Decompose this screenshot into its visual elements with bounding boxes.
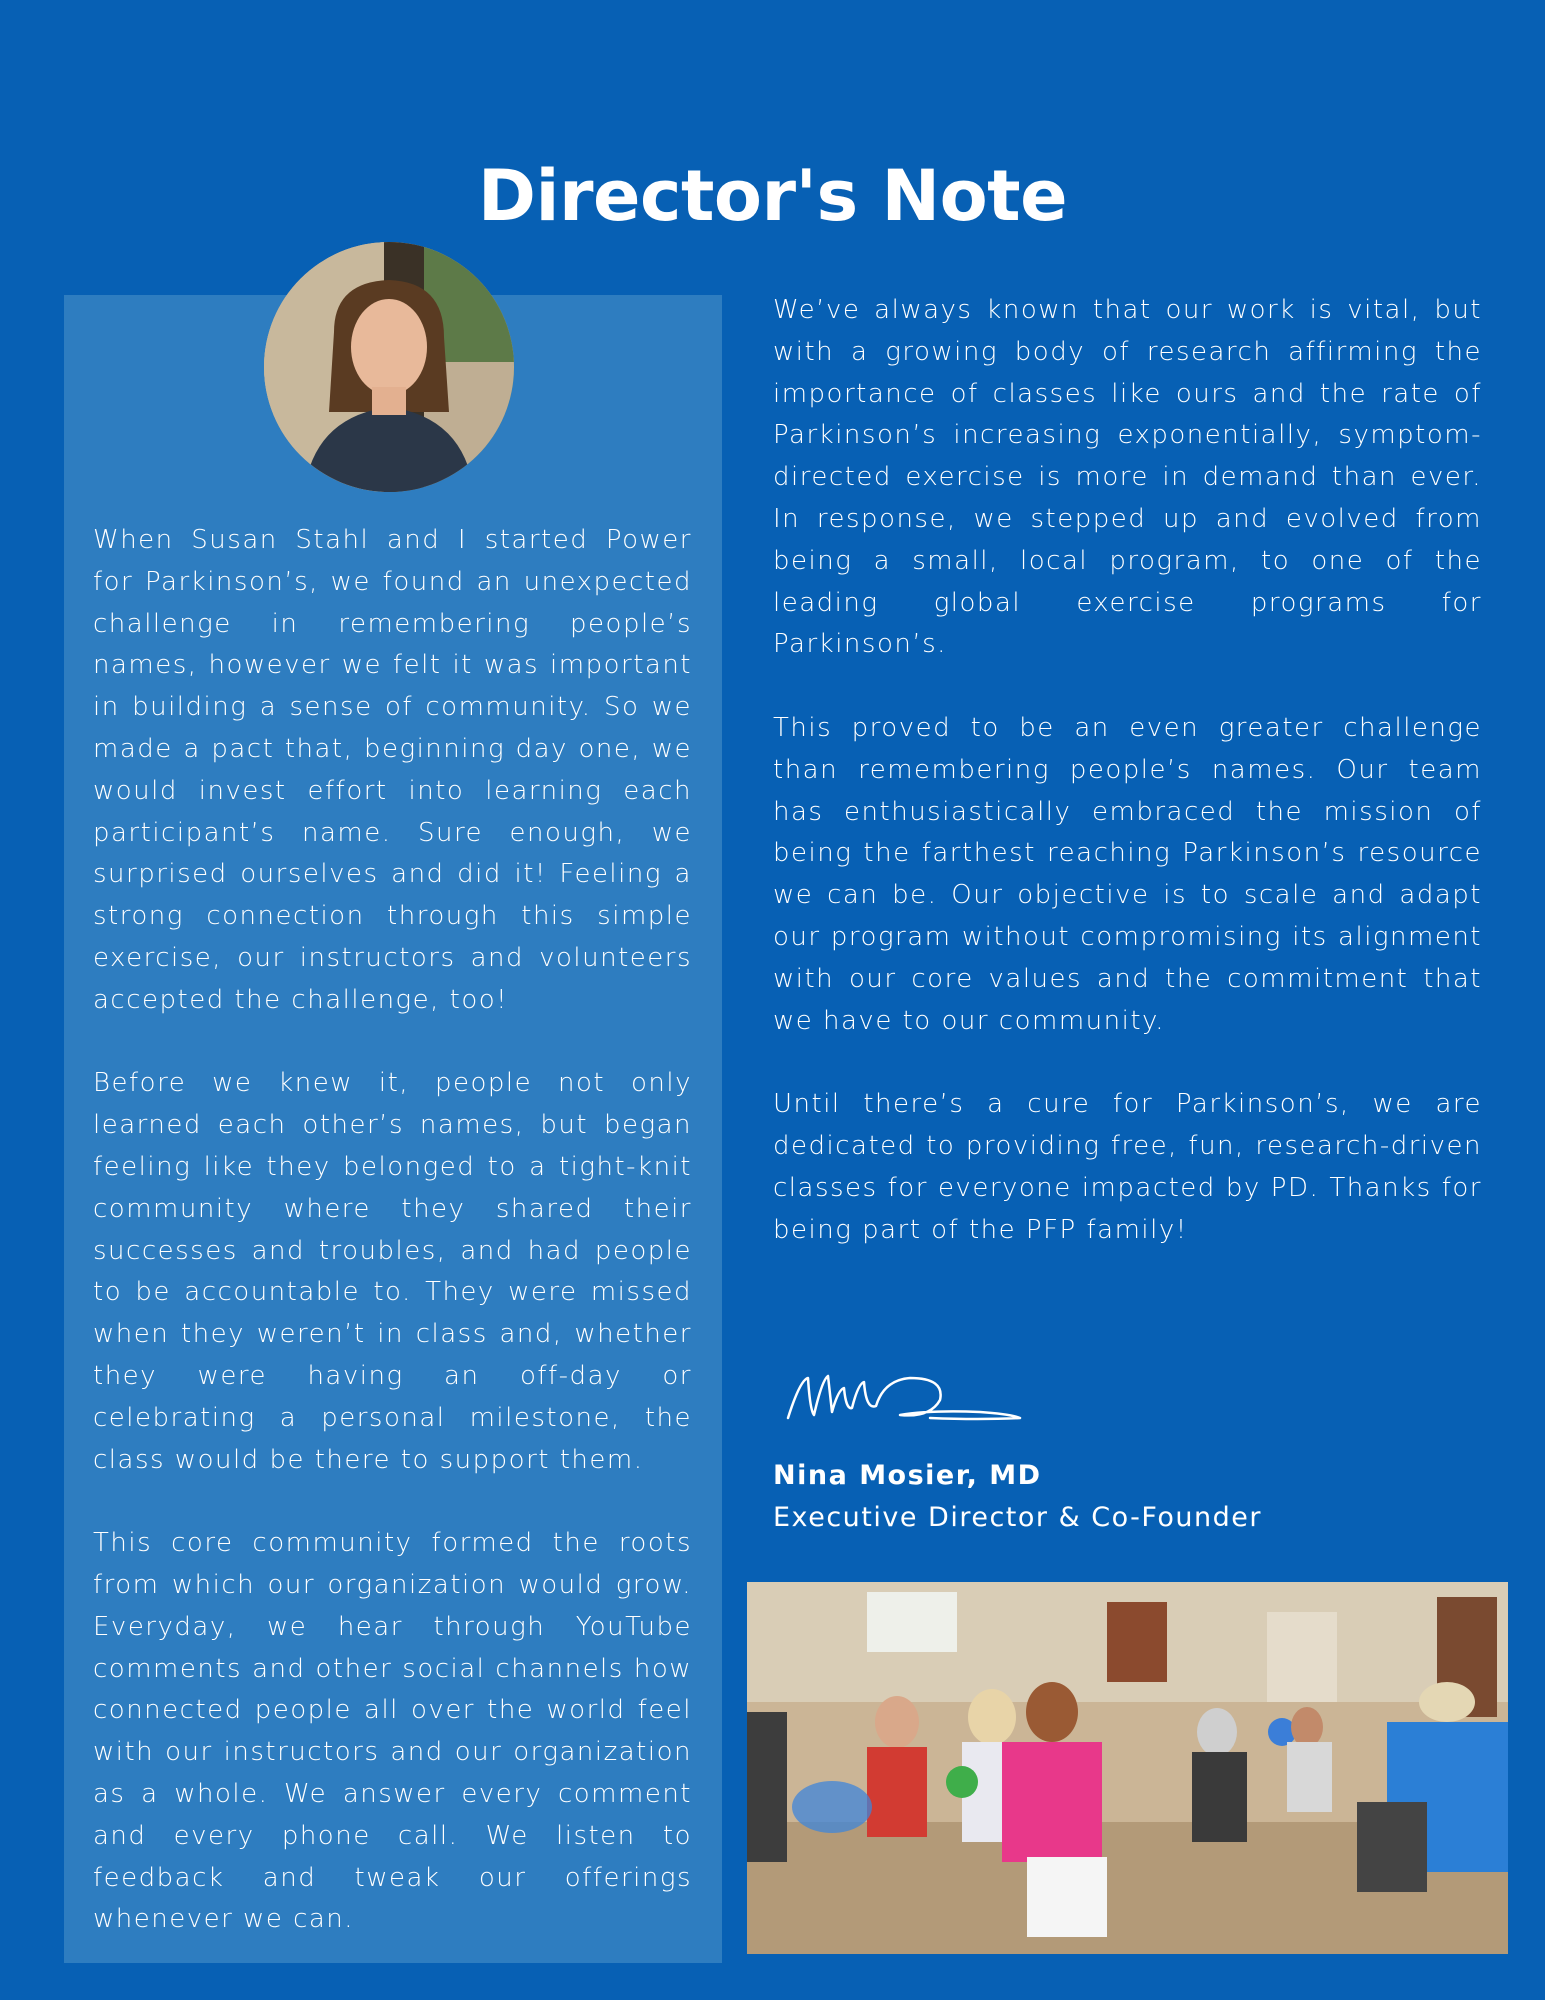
signature-scribble (780, 1360, 1040, 1430)
left-paragraph-2: Before we knew it, people not only learned each other’s names, but began feeling like they belonged to a tight-knit community where they shared their successes and troubles, and had people to be accountable to. They were missed when they weren’t in class and, whether they were having an off-day or celebrating a personal milestone, the class would be there to support them. (93, 1068, 692, 1475)
class-photo (747, 1582, 1508, 1954)
right-text-column (773, 290, 1482, 1293)
left-paragraph-3: This core community formed the roots from which our organization would grow. Everyday, we hear through YouTube comments and other social channels how connected people all over the world feel with our instructors and our organization as a whole. We answer every comment and every phone call. We listen to feedback and tweak our offerings whenever we can. (93, 1528, 692, 1935)
right-paragraph-1: We’ve always known that our work is vital, but with a growing body of research affirming the importance of classes like ours and the rate of Parkinson’s increasing exponentially, symptom-directed exercise is more in demand than ever. In response, we stepped up and evolved from being a small, local program, to one of the leading global exercise programs for Parkinson’s. (773, 295, 1482, 660)
signature-image (780, 1360, 1040, 1430)
page-title: Director's Note (477, 155, 1068, 237)
right-paragraph-2: This proved to be an even greater challenge than remembering people’s names. Our team has enthusiastically embraced the mission of being the farthest reaching Parkinson’s resource we can be. Our objective is to scale and adapt our program without compromising its alignment with our core values and the commitment that we have to our community. (773, 712, 1482, 1036)
left-paragraph-1: When Susan Stahl and I started Power for Parkinson’s, we found an unexpected challenge in remembering people’s names, however we felt it was important in building a sense of community. So we made a pact that, beginning day one, we would invest effort into learning each participant’s name. Sure enough, we surprised ourselves and did it! Feeling a strong connection through this simple exercise, our instructors and volunteers accepted the challenge, too! (93, 525, 692, 1015)
signatory-role: Executive Director & Co-Founder (773, 1502, 1262, 1533)
director-portrait (264, 242, 514, 492)
portrait-illustration (264, 242, 514, 492)
right-paragraph-3: Until there’s a cure for Parkinson’s, we are dedicated to providing free, fun, research-driven classes for everyone impacted by PD. Thanks for being part of the PFP family! (773, 1089, 1482, 1245)
signatory-name: Nina Mosier, MD (773, 1460, 1042, 1491)
class-photo-illustration (747, 1582, 1508, 1954)
left-text-column (93, 520, 692, 1983)
